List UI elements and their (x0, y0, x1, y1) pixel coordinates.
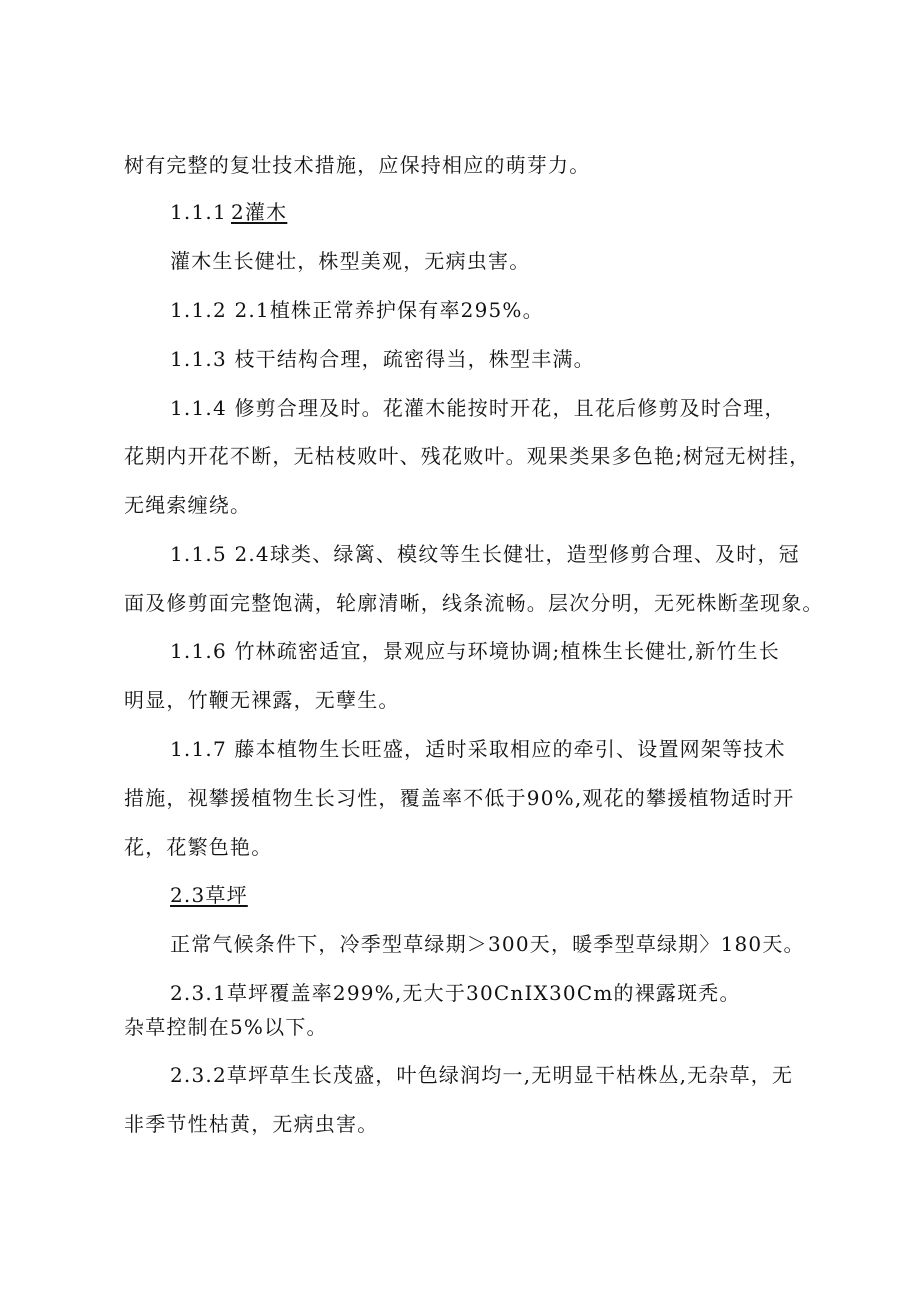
text-line: 2.3.2草坪草生长茂盛，叶色绿润均一,无明显干枯株丛,无杂草，无 (170, 1063, 794, 1087)
text-line: 非季节性枯黄，无病虫害。 (124, 1112, 379, 1136)
text-line: 杂草控制在5%以下。 (124, 1015, 328, 1039)
text-line: 2.3.1草坪覆盖率299%,无大于30CnIX30Cm的裸露斑秃。 (170, 981, 741, 1005)
text-line: 1.1.3 枝干结构合理，疏密得当，株型丰满。 (170, 347, 595, 371)
text-line: 1.1.7 藤本植物生长旺盛，适时采取相应的牵引、设置网架等技术 (170, 737, 786, 761)
text-line: 明显，竹鞭无裸露，无孽生。 (124, 688, 400, 712)
text-line: 1.1.4 修剪合理及时。花灌木能按时开花，且花后修剪及时合理， (170, 396, 786, 420)
text-line: 灌木生长健壮，株型美观，无病虫害。 (170, 249, 531, 273)
section-heading: 2灌木 (231, 200, 288, 224)
text-line: 1.1.5 2.4球类、绿篱、模纹等生长健壮，造型修剪合理、及时，冠 (170, 542, 800, 566)
text-line: 花，花繁色艳。 (124, 835, 273, 859)
text-line: 面及修剪面完整饱满，轮廓清晰，线条流畅。层次分明，无死株断垄现象。 (124, 591, 824, 615)
text-line: 1.1.6 竹林疏密适宜，景观应与环境协调;植株生长健壮,新竹生长 (170, 639, 780, 663)
text-line: 树有完整的复壮技术措施，应保持相应的萌芽力。 (124, 153, 591, 177)
section-heading: 2.3草坪 (170, 883, 248, 907)
text-line: 措施，视攀援植物生长习性，覆盖率不低于90%,观花的攀援植物适时开 (124, 786, 795, 810)
text-line: 无绳索缠绕。 (124, 493, 252, 517)
text-line: 正常气候条件下，冷季型草绿期＞300天，暖季型草绿期〉180天。 (170, 932, 805, 956)
text-line: 花期内开花不断，无枯枝败叶、残花败叶。观果类果多色艳;树冠无树挂， (124, 444, 811, 468)
text-line: 1.1.2 2.1植株正常养护保有率295%。 (170, 298, 544, 322)
section-number: 1.1.1 (170, 200, 227, 224)
